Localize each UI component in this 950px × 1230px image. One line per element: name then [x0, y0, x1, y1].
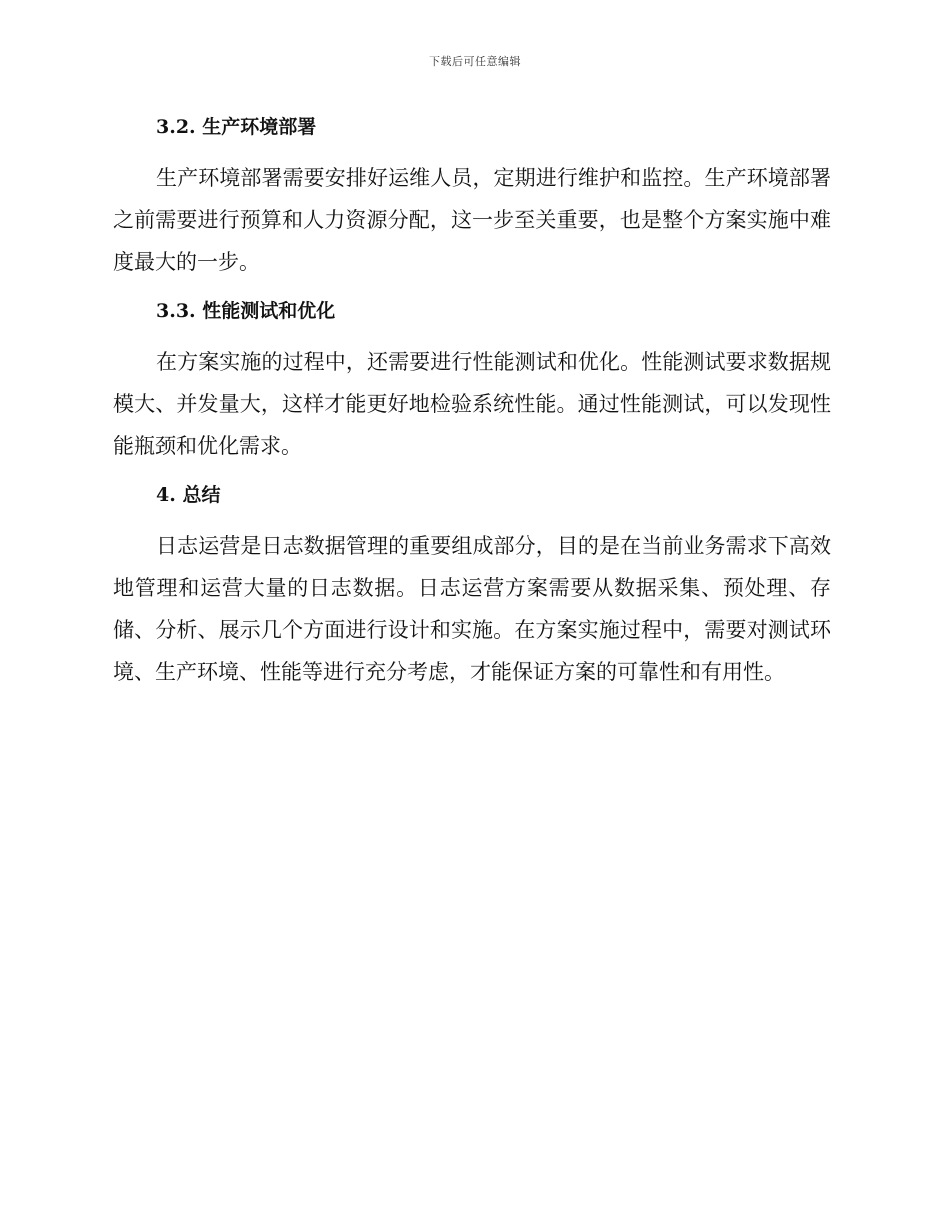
section-heading-performance-testing: 3.3. 性能测试和优化: [156, 300, 336, 322]
spacer: [113, 512, 831, 525]
document-body: [113, 110, 831, 693]
spacer: [113, 144, 831, 157]
header-note: 下载后可任意编辑: [429, 55, 521, 68]
section-paragraph-summary: 日志运营是日志数据管理的重要组成部分，目的是在当前业务需求下高效地管理和运营大量的日志数据。日志运营方案需要从数据采集、预处理、存储、分析、展示几个方面进行设计和实施。在方案实施过程中，需要对测试环境、生产环境、性能等进行充分考虑，才能保证方案的可靠性和有用性。: [113, 534, 831, 684]
spacer: [113, 467, 831, 478]
section-heading-summary: 4. 总结: [156, 484, 221, 506]
spacer: [113, 328, 831, 341]
section-heading-production-deployment: 3.2. 生产环境部署: [156, 116, 317, 138]
section-paragraph-performance-testing: 在方案实施的过程中，还需要进行性能测试和优化。性能测试要求数据规模大、并发量大，这样才能更好地检验系统性能。通过性能测试，可以发现性能瓶颈和优化需求。: [113, 350, 831, 458]
spacer: [113, 283, 831, 294]
section-paragraph-production-deployment: 生产环境部署需要安排好运维人员，定期进行维护和监控。生产环境部署之前需要进行预算和人力资源分配，这一步至关重要，也是整个方案实施中难度最大的一步。: [113, 166, 831, 274]
